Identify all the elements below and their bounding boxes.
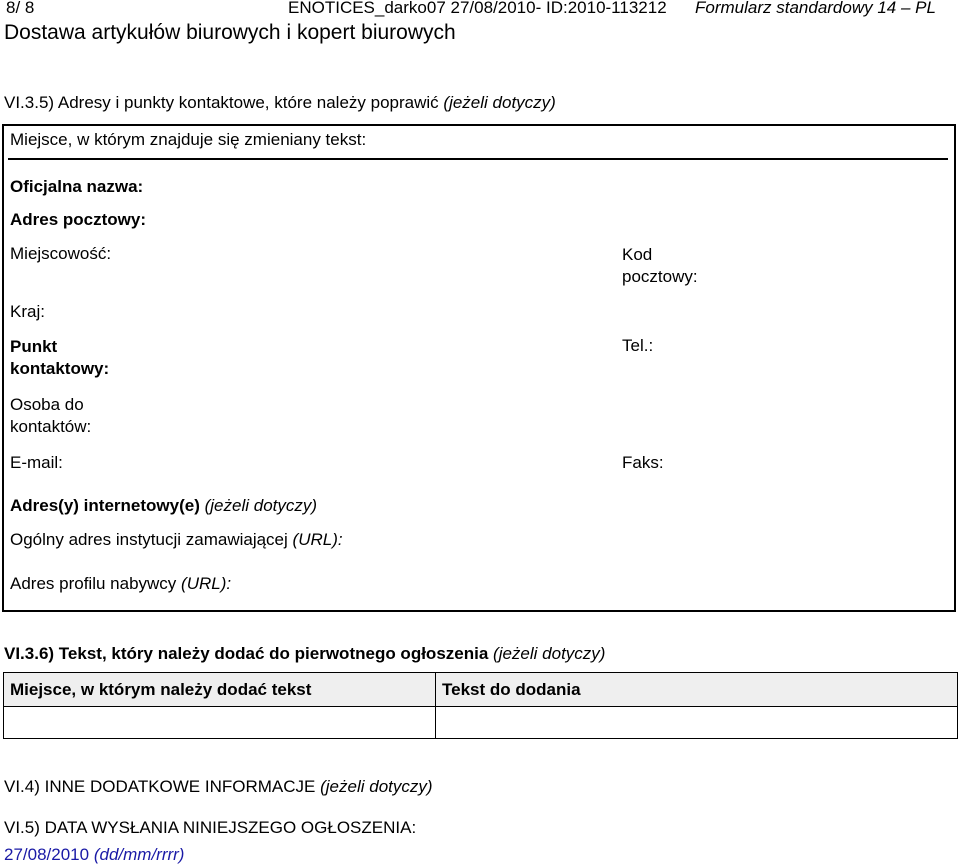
- table-cell-place: [4, 707, 436, 739]
- section-vi36-heading-text: VI.3.6) Tekst, który należy dodać do pierwotnego ogłoszenia: [4, 644, 489, 663]
- section-vi35-heading: [4, 93, 556, 113]
- attention-label: Osoba do kontaktów:: [10, 395, 92, 436]
- general-address-row: [10, 530, 343, 550]
- buyer-profile-row: [10, 574, 231, 594]
- phone-label: Tel.:: [622, 336, 654, 355]
- section-vi4-heading-note: (jeżeli dotyczy): [320, 777, 433, 796]
- section-vi5-heading: VI.5) DATA WYSŁANIA NINIEJSZEGO OGŁOSZENIA:: [4, 818, 417, 837]
- contact-point-label: Punkt kontaktowy:: [10, 337, 110, 378]
- section-vi4-heading-text: VI.4) INNE DODATKOWE INFORMACJE: [4, 777, 316, 796]
- email-label: E-mail:: [10, 453, 63, 472]
- official-name-label: Oficjalna nazwa:: [10, 177, 144, 196]
- table-row: [4, 707, 958, 739]
- postal-address-label: Adres pocztowy:: [10, 210, 147, 229]
- section-vi35-heading-note: (jeżeli dotyczy): [443, 93, 556, 112]
- document-title: Dostawa artykułów biurowych i kopert biurowych: [4, 21, 456, 44]
- dispatch-date-value: 27/08/2010: [4, 845, 90, 864]
- column-header-text: Tekst do dodania: [436, 673, 958, 707]
- dispatch-date: [4, 845, 184, 865]
- general-address-note: (URL):: [292, 530, 343, 549]
- section-vi36-heading-note: (jeżeli dotyczy): [493, 644, 606, 663]
- general-address-label: Ogólny adres instytucji zamawiającej: [10, 530, 288, 549]
- internet-heading: [10, 496, 317, 516]
- table-header-row: [4, 673, 958, 707]
- column-header-place: Miejsce, w którym należy dodać tekst: [4, 673, 436, 707]
- form-name: Formularz standardowy 14 – PL: [695, 0, 936, 17]
- table-cell-text: [436, 707, 958, 739]
- postal-code-label: Kod pocztowy:: [622, 245, 698, 286]
- dispatch-date-format: (dd/mm/rrrr): [93, 845, 185, 864]
- text-to-add-table: [3, 672, 958, 739]
- page-number: 8/ 8: [6, 0, 35, 17]
- notice-id: ENOTICES_darko07 27/08/2010- ID:2010-113212: [288, 0, 667, 17]
- buyer-profile-note: (URL):: [181, 574, 232, 593]
- internet-heading-note: (jeżeli dotyczy): [204, 496, 318, 515]
- place-label: Miejsce, w którym znajduje się zmieniany tekst:: [10, 130, 367, 149]
- city-label: Miejscowość:: [10, 244, 112, 263]
- place-divider: [8, 158, 948, 160]
- fax-label: Faks:: [622, 453, 664, 472]
- buyer-profile-label: Adres profilu nabywcy: [10, 574, 177, 593]
- section-vi35-heading-text: VI.3.5) Adresy i punkty kontaktowe, które należy poprawić: [4, 93, 439, 112]
- section-vi4-heading: [4, 777, 433, 797]
- country-label: Kraj:: [10, 302, 45, 321]
- internet-heading-text: Adres(y) internetowy(e): [10, 496, 200, 515]
- section-vi36-heading: [4, 644, 605, 664]
